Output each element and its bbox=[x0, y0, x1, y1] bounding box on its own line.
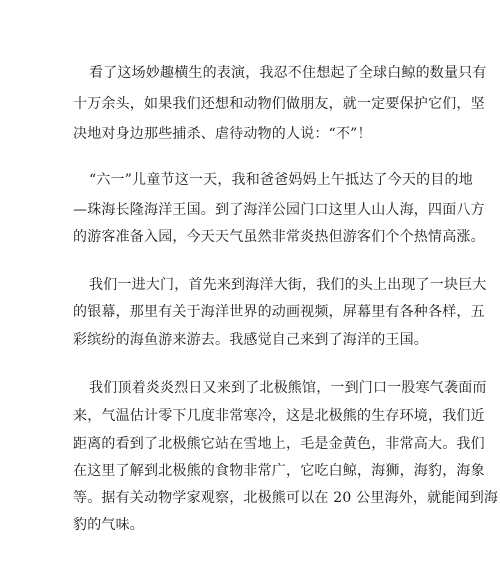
text-line: 距离的看到了北极熊它站在雪地上，毛是金黄色，非常高大。我们 bbox=[73, 436, 485, 452]
text-line: 看了这场妙趣横生的表演，我忍不住想起了全球白鲸的数量只有 bbox=[89, 65, 487, 81]
text-line: 等。据有关动物学家观察，北极熊可以在 20 公里海外，就能闻到海 bbox=[73, 490, 499, 506]
text-line: 我们一进大门，首先来到海洋大街，我们的头上出现了一块巨大 bbox=[89, 277, 487, 293]
text-line: 豹的气味。 bbox=[73, 517, 144, 533]
text-line: 在这里了解到北极熊的食物非常广，它吃白鲸，海狮，海豹，海象 bbox=[73, 463, 485, 479]
text-line: 彩缤纷的海鱼游来游去。我感觉自己来到了海洋的王国。 bbox=[73, 332, 428, 348]
text-line: 十万余头，如果我们还想和动物们做朋友，就一定要保护它们，坚 bbox=[73, 96, 485, 112]
text-line: “六一”儿童节这一天，我和爸爸妈妈上午抵达了今天的目的地 bbox=[89, 172, 473, 188]
text-line: 的银幕，那里有关于海洋世界的动画视频，屏幕里有各种各样，五 bbox=[73, 304, 485, 320]
text-line: 的游客准备入园，今天天气虽然非常炎热但游客们个个热情高涨。 bbox=[73, 229, 485, 245]
text-line: 我们顶着炎炎烈日又来到了北极熊馆，一到门口一股寒气袭面而 bbox=[89, 380, 487, 396]
text-line: 来，气温估计零下几度非常寒冷，这是北极熊的生存环境，我们近 bbox=[73, 408, 485, 424]
text-line: —珠海长隆海洋王国。到了海洋公园门口这里人山人海，四面八方 bbox=[73, 202, 485, 218]
text-line: 决地对身边那些捕杀、虐待动物的人说：“不”！ bbox=[73, 126, 372, 142]
